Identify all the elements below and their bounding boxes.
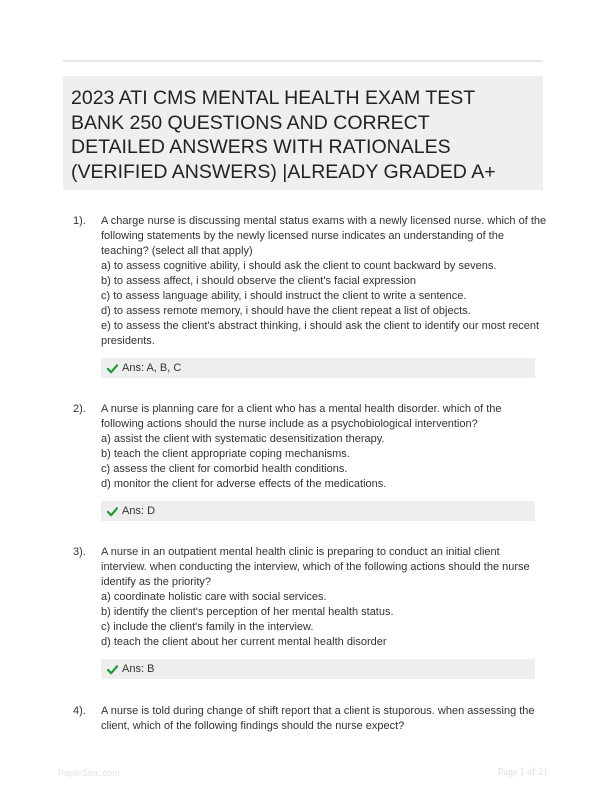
question-number: 1).	[73, 215, 86, 227]
top-divider	[63, 60, 543, 62]
option-line: c) assess the client for comorbid health conditions.	[101, 463, 348, 475]
question-line: A nurse is told during change of shift report that a client is stuporous. when assessing the	[101, 705, 535, 717]
question-text	[101, 545, 543, 650]
question-number: 3).	[73, 546, 86, 558]
option-line: b) to assess affect, i should observe the client's facial expression	[101, 275, 416, 287]
question-line: A nurse in an outpatient mental health clinic is preparing to conduct an initial client	[101, 546, 500, 558]
option-line: a) assist the client with systematic desensitization therapy.	[101, 433, 385, 445]
question-line: A charge nurse is discussing mental status exams with a newly licensed nurse. which of the	[101, 215, 547, 227]
option-line: d) to assess remote memory, i should have the client repeat a list of objects.	[101, 305, 471, 317]
question-line: following statements by the newly licensed nurse indicates an understanding of the	[101, 230, 504, 242]
question-1	[63, 214, 547, 378]
document-title	[71, 86, 535, 184]
page-number: Page 1 of 21	[497, 767, 548, 778]
question-line: following actions should the nurse include as a psychobiological intervention?	[101, 418, 478, 430]
answer-box	[101, 501, 535, 521]
option-line: b) identify the client's perception of her mental health status.	[101, 606, 394, 618]
option-line: c) include the client's family in the interview.	[101, 621, 314, 633]
question-text	[101, 214, 547, 349]
option-line: d) teach the client about her current mental health disorder	[101, 636, 387, 648]
answer-box	[101, 358, 535, 378]
title-line: (VERIFIED ANSWERS) |ALREADY GRADED A+	[71, 160, 496, 183]
option-line: a) coordinate holistic care with social services.	[101, 591, 327, 603]
question-line: client, which of the following findings should the nurse expect?	[101, 720, 405, 732]
option-line: b) teach the client appropriate coping mechanisms.	[101, 448, 350, 460]
check-icon	[107, 664, 118, 675]
question-number: 2).	[73, 403, 86, 415]
footer-watermark: PaperStoc.com	[58, 768, 120, 778]
answer-text: Ans: B	[122, 663, 155, 675]
question-4	[63, 704, 543, 734]
question-3	[63, 545, 543, 679]
question-line: A nurse is planning care for a client who has a mental health disorder. which of the	[101, 403, 502, 415]
answer-text: Ans: A, B, C	[122, 362, 182, 374]
question-2	[63, 402, 543, 521]
answer-box	[101, 659, 535, 679]
title-line: 2023 ATI CMS MENTAL HEALTH EXAM TEST	[71, 87, 476, 109]
question-text	[101, 704, 543, 734]
check-icon	[107, 363, 118, 374]
question-text	[101, 402, 543, 492]
answer-text: Ans: D	[122, 505, 156, 517]
option-line: presidents.	[101, 335, 155, 347]
question-number: 4).	[73, 705, 86, 717]
option-line: d) monitor the client for adverse effects of the medications.	[101, 478, 387, 490]
check-icon	[107, 506, 118, 517]
title-banner	[63, 76, 543, 190]
option-line: c) to assess language ability, i should instruct the client to write a sentence.	[101, 290, 467, 302]
question-line: interview. when conducting the interview, which of the following actions should the nurse	[101, 561, 530, 573]
option-line: e) to assess the client's abstract thinking, i should ask the client to identify our most recent	[101, 320, 540, 332]
question-line: teaching? (select all that apply)	[101, 245, 253, 257]
option-line: a) to assess cognitive ability, i should ask the client to count backward by sevens.	[101, 260, 497, 272]
question-line: identify as the priority?	[101, 576, 212, 588]
title-line: DETAILED ANSWERS WITH RATIONALES	[71, 136, 451, 158]
title-line: BANK 250 QUESTIONS AND CORRECT	[71, 111, 430, 134]
